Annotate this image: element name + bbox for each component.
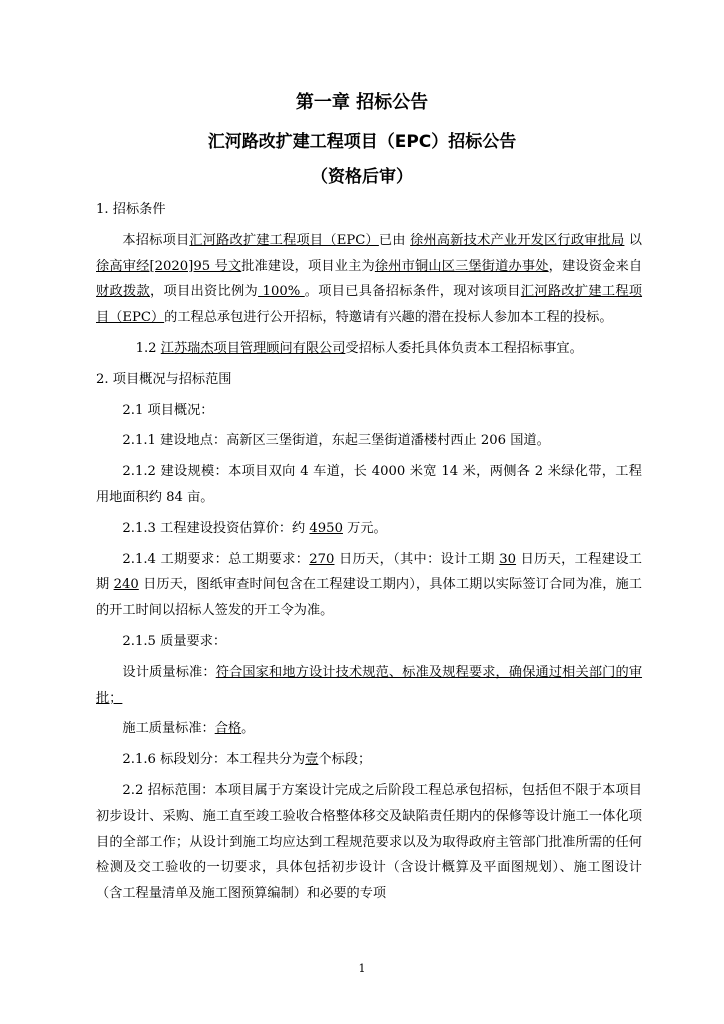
design-quality — [96, 660, 642, 712]
text-segment: 批准建设，项目业主为 — [241, 258, 375, 274]
text-segment: 万元。 — [342, 520, 387, 536]
text-segment: 。项目已具备招标条件，现对该项目 — [304, 284, 521, 300]
construction-location: 2.1.1 建设地点：高新区三堡街道，东起三堡街道潘楼村西止 206 国道。 — [122, 433, 550, 449]
construction-scale: 2.1.2 建设规模：本项目双向 4 车道，长 4000 米宽 14 米，两侧各 2 米绿化带，工程用地面积约 84 亩。 — [96, 464, 642, 505]
project-owner: 徐州市铜山区三堡街道办事处 — [374, 258, 549, 274]
text-segment: 2.1.4 工期要求：总工期要求： — [122, 551, 310, 567]
text-segment: 以 — [624, 232, 642, 248]
project-overview-heading: 2.1 项目概况： — [122, 402, 214, 418]
text-segment: 2.1.6 标段划分：本工程共分为 — [122, 752, 306, 768]
text-segment: 施工质量标准： — [122, 721, 215, 737]
quality-heading: 2.1.5 质量要求： — [122, 633, 227, 649]
tender-agent-line — [96, 336, 642, 362]
text-segment: 。 — [241, 721, 255, 737]
text-segment: 日历天，工程建设工期 — [96, 551, 642, 593]
approval-authority: 徐州高新技术产业开发区行政审批局 — [410, 232, 625, 248]
construction-period — [96, 547, 642, 624]
text-segment: 个标段； — [318, 752, 372, 768]
text-segment: 的工程总承包进行公开招标，特邀请有兴趣的潜在投标人参加本工程的投标。 — [164, 310, 613, 326]
investment-estimate — [96, 516, 642, 542]
chapter-title: 第一章 招标公告 — [295, 92, 429, 113]
funding-ratio: 100% — [258, 284, 305, 300]
total-period: 270 — [309, 551, 335, 567]
text-segment: ，建设资金来自 — [548, 258, 643, 274]
construction-quality — [96, 716, 642, 742]
text-segment: 受招标人委托具体负责本工程招标事宜。 — [345, 340, 583, 356]
lot-division — [96, 747, 642, 773]
section-1-heading: 1. 招标条件 — [96, 202, 166, 217]
text-segment: 1.2 — [135, 340, 161, 356]
fund-source: 财政拨款 — [96, 284, 151, 300]
qualification-subtitle: （资格后审） — [311, 167, 413, 187]
text-segment: 设计质量标准： — [122, 664, 216, 680]
page-number: 1 — [358, 962, 366, 975]
tender-conditions-paragraph — [96, 228, 642, 331]
design-quality-value: 符合国家和地方设计技术规范、标准及规程要求，确保通过相关部门的审批； — [96, 664, 643, 706]
construction-quality-value: 合格 — [214, 721, 242, 737]
tender-scope: 2.2 招标范围：本项目属于方案设计完成之后阶段工程总承包招标，包括但不限于本项目初步设计、采购、施工直至竣工验收合格整体移交及缺陷责任期内的保修等设计施工一体化项目的全部工作；从设计到施工均应达到工程规范要求以及为取得政府主管部门批准所需的任何检测及交工验收的一切要求，具体包括初步设计（含设计概算及平面图规划）、施工图设计（含工程量清单及施工图预算编制）和必要的专项 — [96, 782, 642, 902]
text-segment: 本招标项目 — [122, 232, 190, 248]
document-body — [96, 197, 642, 912]
project-title: 汇河路改扩建工程项目（EPC）招标公告 — [207, 132, 517, 152]
tender-agent-name: 江苏瑞杰项目管理顾问有限公司 — [160, 340, 346, 356]
estimate-value: 4950 — [309, 520, 343, 536]
build-period: 240 — [113, 577, 139, 593]
project-name: 汇河路改扩建工程项目（EPC） — [189, 232, 379, 248]
project-name-repeat: 汇河路改扩建工程项目（EPC） — [96, 284, 643, 326]
text-segment: ，项目出资比例为 — [150, 284, 259, 300]
design-period: 30 — [499, 551, 517, 567]
text-segment: 2.1.3 工程建设投资估算价：约 — [122, 520, 310, 536]
lot-count: 壹 — [305, 752, 319, 768]
section-2-heading: 2. 项目概况与招标范围 — [96, 371, 232, 387]
approval-document-number: 徐高审经[2020]95 号文 — [96, 258, 242, 274]
text-segment: 日历天，图纸审查时间包含在工程建设工期内），具体工期以实际签订合同为准，施工的开工时间以招标人签发的开工令为准。 — [96, 577, 642, 619]
text-segment: 已由 — [378, 232, 411, 248]
text-segment: 日历天，（其中：设计工期 — [334, 551, 500, 567]
